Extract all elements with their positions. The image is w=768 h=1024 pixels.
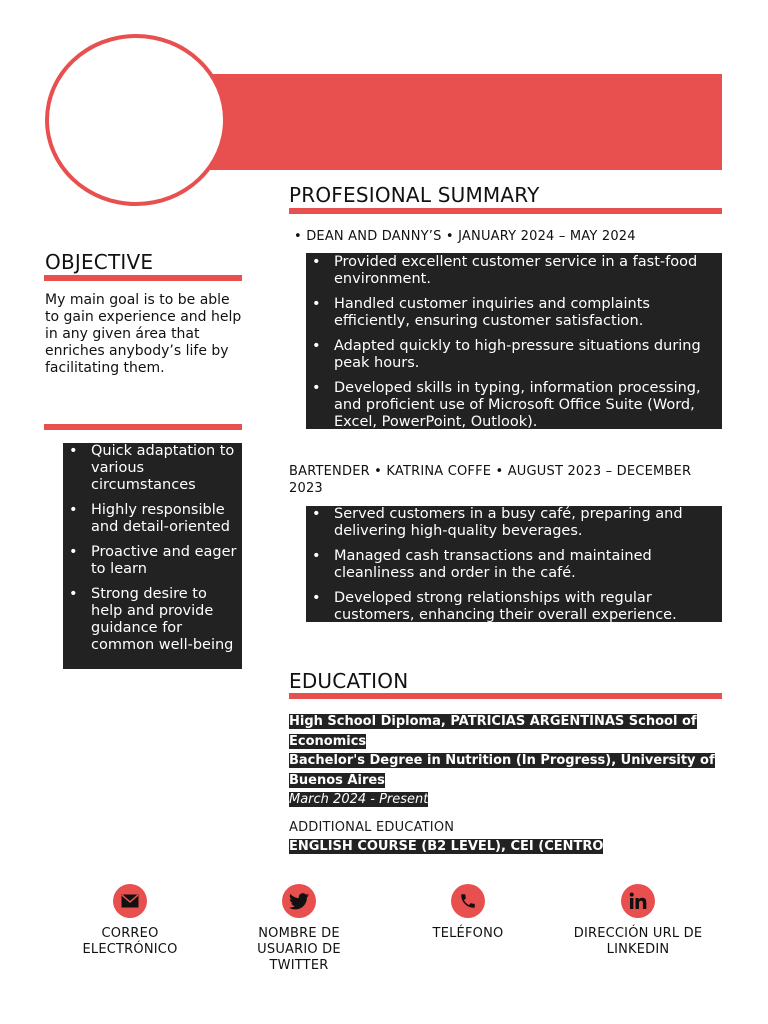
contact-email[interactable] (60, 884, 200, 958)
education-entry-2: Bachelor's Degree in Nutrition (In Progress), University of Buenos Aires (289, 753, 715, 788)
list-item: • Managed cash transactions and maintained cleanliness and order in the café. (306, 548, 722, 582)
contact-phone[interactable] (398, 884, 538, 942)
contact-linkedin[interactable] (568, 884, 708, 958)
contact-email-label: CORREO ELECTRÓNICO (82, 926, 178, 957)
list-item: • Developed strong relationships with regular customers, enhancing their overall experience. (306, 590, 722, 624)
education-entry-1: High School Diploma, PATRICIAS ARGENTINAS School of Economics (289, 714, 697, 749)
phone-icon (451, 884, 485, 918)
job-title-1: • DEAN AND DANNY’S • JANUARY 2024 – MAY 2024 (294, 229, 636, 244)
objective-heading: OBJECTIVE (45, 250, 154, 274)
objective-text: My main goal is to be able to gain experience and help in any given área that enriches anybody’s life by facilitating them. (45, 292, 242, 376)
skills-list (63, 443, 242, 669)
summary-heading: PROFESIONAL SUMMARY (289, 183, 540, 207)
list-item: • Handled customer inquiries and complaints efficiently, ensuring customer satisfaction. (306, 296, 722, 330)
linkedin-icon (621, 884, 655, 918)
list-item: • Developed skills in typing, information processing, and proficient use of Microsoft Office Suite (Word, Excel, PowerPoint, Outlook). (306, 380, 722, 431)
contact-twitter-label: NOMBRE DE USUARIO DE TWITTER (257, 926, 341, 973)
contact-linkedin-label: DIRECCIÓN URL DE LINKEDIN (573, 926, 703, 957)
education-heading: EDUCATION (289, 669, 409, 693)
job-1-bullets (306, 253, 722, 429)
list-item: • Provided excellent customer service in a fast-food environment. (306, 254, 722, 288)
additional-education-heading: ADDITIONAL EDUCATION (289, 820, 455, 835)
additional-education-entry: ENGLISH COURSE (B2 LEVEL), CEI (CENTRO (289, 839, 604, 854)
objective-heading-underline (44, 275, 242, 281)
list-item: • Highly responsible and detail-oriented (63, 502, 242, 536)
email-icon (113, 884, 147, 918)
education-block (289, 711, 725, 856)
list-item: • Served customers in a busy café, preparing and delivering high-quality beverages. (306, 506, 722, 540)
twitter-icon (282, 884, 316, 918)
profile-photo-placeholder[interactable] (45, 34, 227, 206)
list-item: • Adapted quickly to high-pressure situations during peak hours. (306, 338, 722, 372)
list-item: • Strong desire to help and provide guidance for common well-being (63, 586, 242, 654)
header-banner (205, 74, 722, 170)
list-item: • Quick adaptation to various circumstances (63, 443, 242, 494)
job-2-bullets (306, 506, 722, 622)
education-heading-underline (289, 693, 722, 699)
summary-heading-underline (289, 208, 722, 214)
skills-divider (44, 424, 242, 430)
education-dates: March 2024 - Present (289, 792, 429, 807)
list-item: • Proactive and eager to learn (63, 544, 242, 578)
contact-twitter[interactable] (229, 884, 369, 974)
job-title-2: BARTENDER • KATRINA COFFE • AUGUST 2023 – DECEMBER 2023 (289, 464, 692, 496)
contact-phone-label: TELÉFONO (432, 926, 504, 941)
